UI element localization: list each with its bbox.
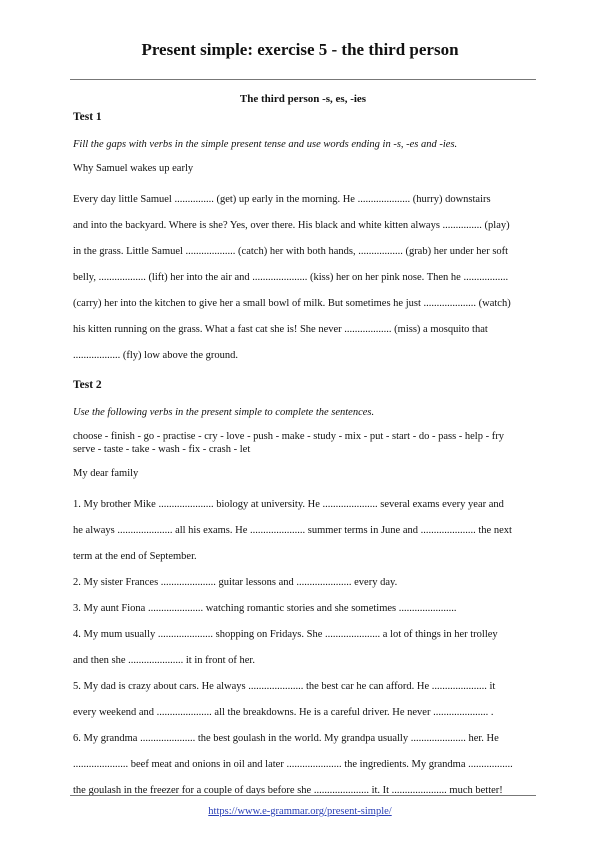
passage-line: his kitten running on the grass. What a fast cat she is! She never .................. (miss) a mosquito that (73, 324, 488, 335)
passage-line: term at the end of September. (73, 551, 197, 562)
footer-divider (70, 795, 536, 796)
passage-line: the goulash in the freezer for a couple of days before she ..................... it. It ..................... much better! (73, 785, 503, 796)
test-1-section (73, 109, 533, 369)
passage-line: every weekend and ..................... all the breakdowns. He is a careful driver. He never ..................... . (73, 707, 494, 718)
passage-line: 6. My grandma ..................... the best goulash in the world. My grandpa usually ..................... her. He (73, 733, 499, 744)
passage-line: ..................... beef meat and onions in oil and later ..................... the ingredients. My grandma ................. (73, 759, 513, 770)
test-2-instruction: Use the following verbs in the present simple to complete the sentences. (73, 407, 375, 418)
section-subtitle: The third person -s, es, -ies (239, 93, 367, 105)
passage-line: in the grass. Little Samuel ................... (catch) her with both hands, ................. (grab) her under her soft (73, 246, 509, 257)
passage-line: (carry) her into the kitchen to give her a small bowl of milk. But sometimes he just .................... (watch) (73, 298, 511, 309)
test-2-story-title: My dear family (73, 468, 139, 479)
passage-line: belly, .................. (lift) her into the air and ..................... (kiss) her on her pink nose. Then he ................. (73, 272, 509, 283)
test-1-heading: Test 1 (73, 111, 102, 123)
passage-line: and then she ..................... it in front of her. (73, 655, 255, 666)
page-title: Present simple: exercise 5 - the third person (141, 40, 459, 59)
header-divider (70, 79, 536, 80)
passage-line: and into the backyard. Where is she? Yes, over there. His black and white kitten always ............... (play) (73, 220, 510, 231)
footer-source-link[interactable]: https://www.e-grammar.org/present-simple/ (208, 806, 392, 817)
passage-line: he always ..................... all his exams. He ..................... summer terms in June and ..................... the next (73, 525, 512, 536)
test-1-story-title: Why Samuel wakes up early (73, 163, 194, 174)
test-2-heading: Test 2 (73, 379, 102, 391)
test-1-instruction: Fill the gaps with verbs in the simple present tense and use words ending in -s, -es and -ies. (73, 139, 458, 150)
passage-line: .................. (fly) low above the ground. (73, 350, 239, 361)
test-1-passage (73, 187, 533, 369)
verb-list-line: choose - finish - go - practise - cry - love - push - make - study - mix - put - start - do - pass - help - fry (73, 431, 504, 442)
test-2-passage (73, 492, 533, 804)
verb-list-line: serve - taste - take - wash - fix - crash - let (73, 444, 251, 455)
passage-line: 4. My mum usually ..................... shopping on Fridays. She ..................... a lot of things in her trolley (73, 629, 498, 640)
passage-line: 5. My dad is crazy about cars. He always ..................... the best car he can afford. He ..................... it (73, 681, 496, 692)
passage-line: 1. My brother Mike ..................... biology at university. He ..................... several exams every year and (73, 499, 504, 510)
passage-line: Every day little Samuel ............... (get) up early in the morning. He .................... (hurry) downstairs (73, 194, 491, 205)
verb-list (73, 430, 533, 456)
test-2-section (73, 377, 533, 804)
passage-line: 3. My aunt Fiona ..................... watching romantic stories and she sometimes ...................... (73, 603, 457, 614)
worksheet-content (73, 91, 533, 804)
passage-line: 2. My sister Frances ..................... guitar lessons and ..................... every day. (73, 577, 398, 588)
